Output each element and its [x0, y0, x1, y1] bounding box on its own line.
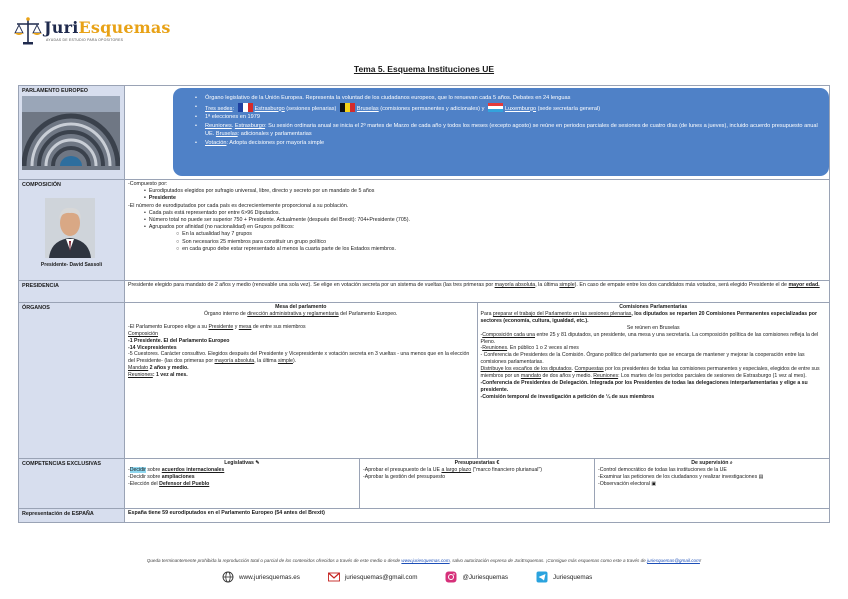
composicion-content — [125, 180, 829, 280]
bullet-votacion: • Votación: Adopta decisiones por mayoría simple — [195, 139, 819, 148]
text-line: -Comisión temporal de investigación a petición de ¼ de sus miembros — [480, 393, 655, 400]
row-label-text: PARLAMENTO EUROPEO — [22, 88, 88, 94]
text-line: -Reuniones. En público 1 o 2 veces al mes — [480, 345, 579, 352]
bullet-definicion: • Órgano legislativo de la Unión Europea. Representa la voluntad de los ciudadanos europeos, que lo renuevan cada 5 años. Debates en 24 lenguas — [195, 94, 819, 103]
mesa-column — [125, 303, 477, 458]
magnifier-icon: ⌕ — [729, 460, 733, 466]
document-title: Tema 5. Esquema Instituciones UE — [353, 64, 495, 74]
presupuestarias-column — [359, 459, 594, 508]
schema-table — [18, 85, 830, 523]
bullet-reuniones: • Reuniones. Estrasburgo: Su sesión ordinaria anual se inicia el 2º martes de Marzo de cada año y todos los meses (excepto agosto) se reúne en periodos parciales de sesiones de cuatro días (de lunes a jueves), incluido acuerdo presupuesto anual UE. Bruselas: adicionales y parlamentarias — [195, 122, 819, 139]
contact-mail[interactable] — [328, 571, 418, 583]
france-flag-icon — [238, 103, 253, 112]
text-line: ○ Son necesarios 25 miembros para constituir un grupo político — [176, 238, 327, 245]
website-link[interactable]: www.juriesquemas.com — [401, 558, 450, 563]
row-organos — [19, 303, 829, 459]
column-heading: Mesa del parlamento — [275, 304, 327, 310]
column-heading: De supervisión ⌕ — [691, 460, 733, 466]
brand-logo — [14, 16, 194, 52]
pen-icon: ✎ — [255, 460, 260, 466]
brand-tagline: AYUDAS DE ESTUDIO PARA OPOSITORES — [46, 38, 124, 42]
ballot-box-icon: ▣ — [651, 480, 657, 487]
text-line: -El número de eurodiputados por cada país es decrecientemente proporcional a su población. — [128, 202, 349, 209]
text-line: Para preparar el trabajo del Parlamento en las sesiones plenarias, los diputados se reparten 20 Comisiones Permanentes especializadas por sectores (economía, cultura, igualdad, etc.). — [480, 310, 817, 324]
contact-instagram[interactable] — [445, 571, 508, 583]
text-line: -Control democrático de todas las instituciones de la UE — [598, 466, 727, 473]
text-line: -Decidir sobre acuerdos internacionales — [128, 466, 225, 473]
text-line: -5 Cuestores. Carácter consultivo. Elegidos después del Presidente y Vicepresidente x votación secreta en 3 vueltas - una menos que en la elección del Presidente- (las dos primeras por mayoría absoluta, la última simple). — [128, 351, 470, 365]
globe-icon — [222, 571, 234, 583]
gmail-icon — [328, 571, 340, 583]
row-representacion — [19, 509, 829, 522]
contact-mail-text: juriesquemas@gmail.com — [344, 573, 418, 581]
text-line: Composición — [128, 330, 158, 337]
text-line: Reuniones: 1 vez al mes. — [128, 372, 188, 379]
text-line: -Conferencia de Presidentes de Delegación. Integrada por los Presidentes de todas las delegaciones interparlamentarias y elige a su presidente. — [480, 379, 808, 393]
presidencia-content: Presidente elegido para mandato de 2 años y medio (renovable una sola vez). Se elige en votación secreta por un sistema de vueltas (las tres primeras por mayoría absoluta, la última simple). En caso de empate entre los dos candidatos más votados, será elegido Presidente el de mayor edad. — [128, 282, 820, 288]
text-line: • Número total no puede ser superior 750 + Presidente. Actualmente (después del Brexit): 704+Presidente (705). — [144, 217, 410, 224]
parlamento-summary-box — [173, 88, 829, 176]
row-label: Representación de ESPAÑA — [19, 509, 125, 522]
text-line: Mandato 2 años y medio. — [128, 365, 189, 372]
supervision-column — [594, 459, 829, 508]
document-icon: ▤ — [758, 473, 764, 480]
contact-web[interactable] — [222, 571, 300, 583]
brand-name: JuriEsquemas — [44, 18, 171, 37]
contact-instagram-text: @Juriesquemas — [462, 573, 509, 581]
text-line: -Elección del Defensor del Pueblo — [128, 480, 210, 487]
copyright-disclaimer: Queda terminantemente prohibida la reproducción total o parcial de los contenidos ofrecidos a través de este medio o desde www.juriesquemas.com, salvo autorización expresa de JuriEsquemas. ¡Consigue más esquemas como este a través de juriesquemas@gmail.com! — [146, 558, 702, 563]
row-label: ÓRGANOS — [19, 303, 125, 458]
contact-web-text: www.juriesquemas.es — [239, 573, 300, 581]
belgium-flag-icon — [340, 103, 355, 112]
legislativas-column — [125, 459, 359, 508]
row-parlamento — [19, 86, 829, 180]
text-line: -Observación electoral ▣ — [598, 480, 657, 487]
text-line: -Aprobar el presupuesto de la UE a largo plazo ("marco financiero plurianual") — [363, 466, 543, 473]
row-label: COMPETENCIAS EXCLUSIVAS — [19, 459, 125, 508]
row-label — [19, 86, 125, 179]
contact-bar — [222, 571, 592, 583]
text-line: • Cada país está representado por entre 6>96 Diputados. — [144, 209, 280, 216]
row-label — [19, 180, 125, 280]
contact-telegram[interactable] — [536, 571, 592, 583]
representacion-content: España tiene 59 eurodiputados en el Parlamento Europeo (54 antes del Brexit) — [128, 510, 325, 516]
parlamento-content — [125, 86, 829, 179]
text-line: ○ en cada grupo debe estar representado al menos la cuarta parte de los Estados miembros. — [176, 245, 396, 252]
instagram-icon — [445, 571, 457, 583]
text-line: -Aprobar la gestión del presupuesto — [363, 473, 446, 480]
text-line: • Eurodiputados elegidos por sufragio universal, libre, directo y secreto por un mandato de 5 años — [144, 188, 375, 195]
text-line: Órgano interno de dirección administrativa y reglamentaria del Parlamento Europeo. — [204, 310, 398, 317]
text-line: -El Parlamento Europeo elige a su Presidente y mesa de entre sus miembros — [128, 323, 306, 330]
column-heading: Legislativas ✎ — [224, 460, 260, 466]
text-line: -Examinar las peticiones de los ciudadanos y realizar investigaciones ▤ — [598, 473, 764, 480]
organos-content — [125, 303, 829, 458]
text-line: -Composición cada una entre 25 y 81 diputados, un presidente, una mesa y una secretaría. La composición política de las comisiones refleja la del Pleno. — [480, 331, 819, 345]
text-line: -14 Vicepresidentes — [128, 344, 177, 351]
column-heading: Presupuestarias € — [454, 460, 500, 466]
text-line: • Presidente — [144, 195, 176, 202]
text-line: -1 Presidente. El del Parlamento Europeo — [128, 337, 230, 344]
text-line: • Agrupados por afinidad (no nacionalidad) en Grupos políticos: — [144, 224, 295, 231]
comisiones-column — [477, 303, 830, 458]
competencias-content — [125, 459, 829, 508]
row-label-text: COMPOSICIÓN — [22, 182, 61, 188]
text-line: - Conferencia de Presidentes de la Comisión. Órgano político del parlamento que se encarga de mantener y mejorar la cooperación entre las comisiones parlamentarias. — [480, 352, 805, 366]
row-composicion — [19, 180, 829, 281]
row-competencias — [19, 459, 829, 509]
telegram-icon — [536, 571, 548, 583]
text-line: -Decidir sobre ampliaciones — [128, 473, 195, 480]
text-line: ○ En la actualidad hay 7 grupos — [176, 231, 252, 238]
luxembourg-flag-icon — [488, 103, 503, 112]
email-link[interactable]: juriesquemas@gmail.com — [647, 558, 700, 563]
column-heading: Comisiones Parlamentarias — [619, 304, 688, 310]
text-line: Distribuye los escaños de los diputados. Compuestas por los presidentes de todas las comisiones permanentes y especiales, elegidos de entre sus miembros por un mandato de dos años y medio. Reuniones: Los martes de los periodos parciales de sesiones de Estrasburgo (1 vez al mes). — [480, 366, 820, 380]
row-label: PRESIDENCIA — [19, 281, 125, 302]
text-line: -Compuesto por: — [128, 181, 168, 187]
bullet-sedes: • Tres sedes: Estrasburgo (sesiones plenarias) Bruselas (comisiones permanentes y adicionales) y Luxemburgo (sede secretaría general) — [195, 103, 819, 114]
bullet-elecciones: • 1ª elecciones en 1979 — [195, 113, 819, 122]
contact-telegram-text: Juriesquemas — [553, 573, 593, 581]
scales-of-justice-icon — [14, 16, 42, 46]
hemicycle-photo — [22, 96, 120, 170]
text-line: Se reúnen en Bruselas — [626, 324, 680, 331]
president-portrait — [45, 198, 95, 258]
row-presidencia — [19, 281, 829, 303]
president-caption: Presidente- David Sassoli — [40, 262, 103, 268]
